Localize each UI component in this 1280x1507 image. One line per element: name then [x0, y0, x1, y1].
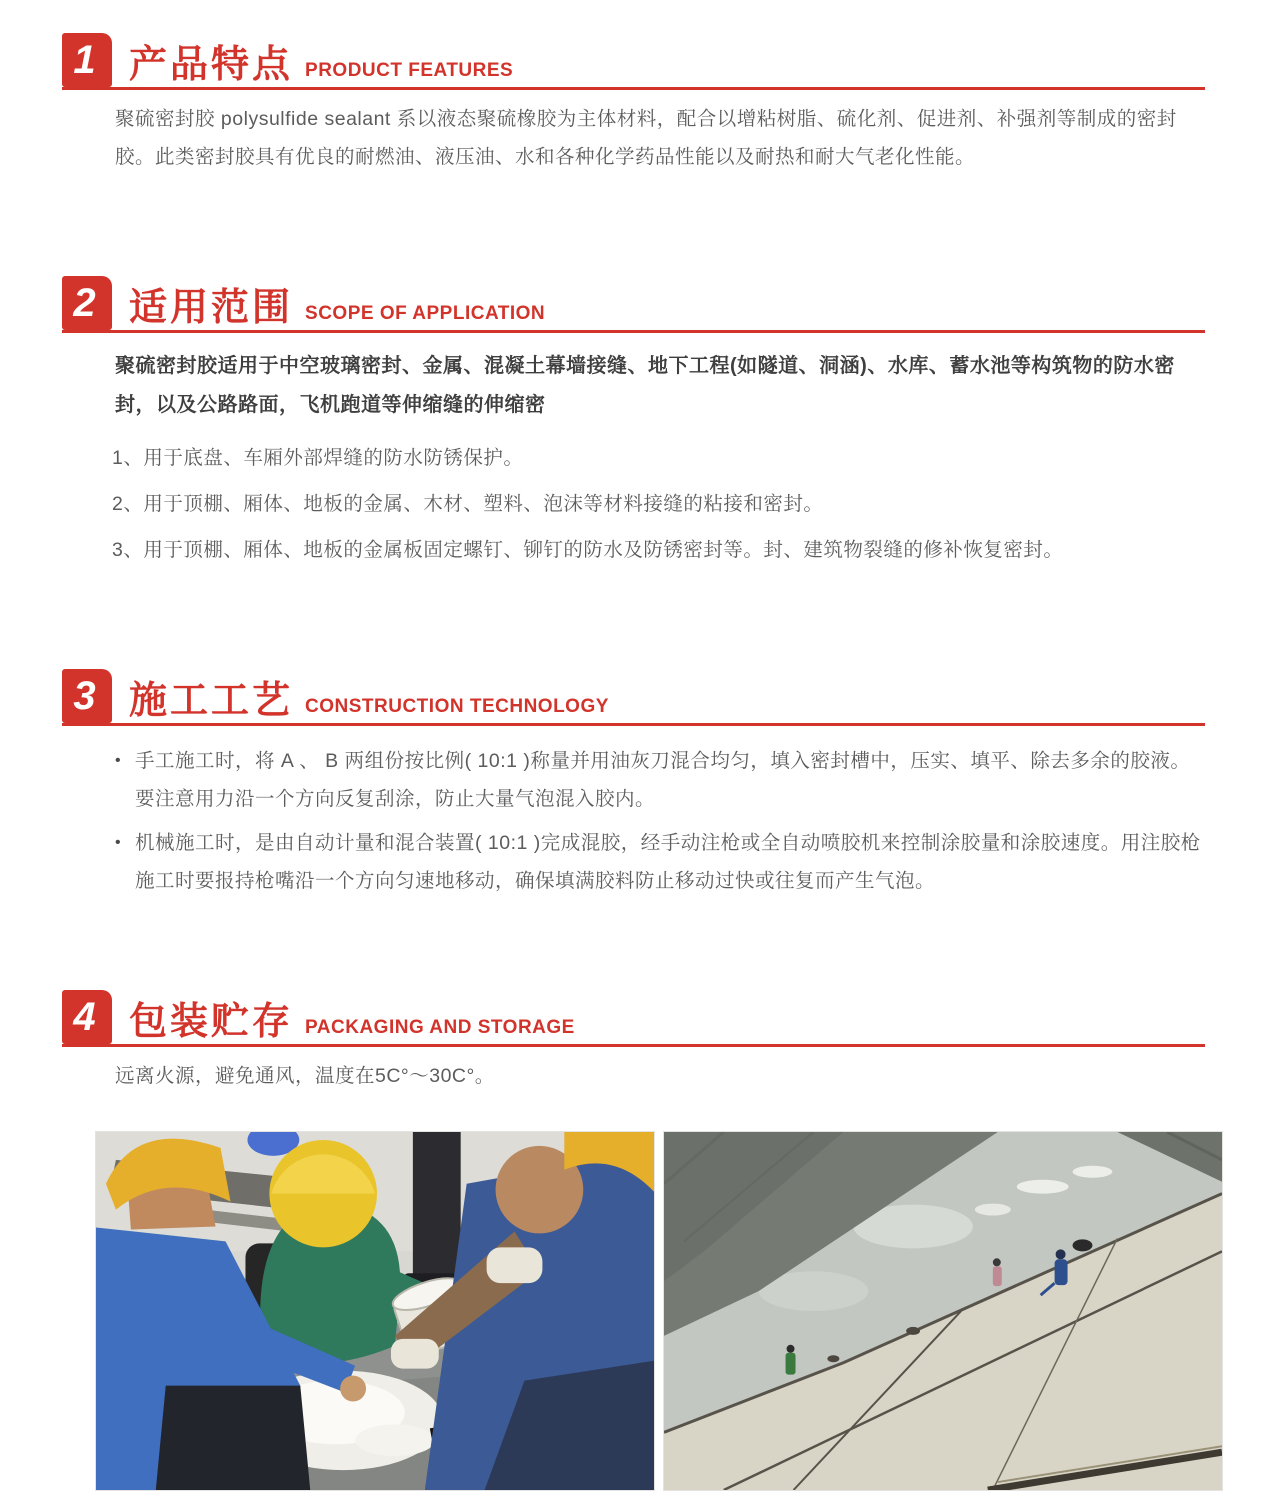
section-3-title-cn: 施工工艺: [129, 680, 294, 722]
concrete-slope-illustration: [664, 1132, 1222, 1490]
section-4-number-badge: 4: [62, 990, 112, 1044]
bullet-dot-icon: •: [115, 752, 122, 769]
workers-applying-sealant-illustration: [96, 1132, 654, 1490]
section-2-number-badge: 2: [62, 276, 112, 330]
section-3-bullet-list: [115, 742, 1205, 900]
section-product-features: [62, 0, 1205, 176]
bullet-item: [115, 742, 1205, 818]
workers-applying-sealant-photo: [95, 1131, 655, 1491]
section-2-lead-paragraph: 聚硫密封胶适用于中空玻璃密封、金属、混凝土幕墙接缝、地下工程(如隧道、洞涵)、水库、蓄水池等构筑物的防水密封，以及公路路面，飞机跑道等伸缩缝的伸缩密: [115, 355, 1175, 416]
section-1-number-badge: 1: [62, 33, 112, 87]
section-1-header: [62, 33, 1205, 90]
concrete-slope-worksite-photo: [663, 1131, 1223, 1491]
photo-row: [95, 1131, 1222, 1491]
bullet-item: [115, 824, 1205, 900]
section-1-title-en: PRODUCT FEATURES: [305, 60, 514, 81]
worker-figure-green: [786, 1345, 796, 1375]
section-1-title-cn: 产品特点: [129, 44, 294, 86]
worker-figure-pink: [993, 1258, 1002, 1286]
section-2-title-cn: 适用范围: [129, 287, 294, 329]
section-4-header: [62, 990, 1205, 1047]
section-4-title-cn: 包装贮存: [129, 1001, 294, 1043]
section-packaging-and-storage: [62, 990, 1205, 1095]
bullet-dot-icon: •: [115, 834, 122, 851]
section-4-paragraph: 远离火源，避免通风，温度在5C°～30C°。: [115, 1065, 495, 1087]
section-1-paragraph: 聚硫密封胶 polysulfide sealant 系以液态聚硫橡胶为主体材料，配合以增粘树脂、硫化剂、促进剂、补强剂等制成的密封胶。此类密封胶具有优良的耐燃油、液压油、水和各种化学药品性能以及耐热和耐大气老化性能。: [115, 108, 1177, 168]
section-3-title-en: CONSTRUCTION TECHNOLOGY: [305, 696, 609, 717]
section-2-title-en: SCOPE OF APPLICATION: [305, 303, 546, 324]
list-item: 2、用于顶棚、厢体、地板的金属、木材、塑料、泡沫等材料接缝的粘接和密封。: [112, 493, 824, 515]
section-construction-technology: [62, 669, 1205, 900]
section-4-title-en: PACKAGING AND STORAGE: [305, 1017, 575, 1038]
section-scope-of-application: [62, 276, 1205, 569]
list-item: 1、用于底盘、车厢外部焊缝的防水防锈保护。: [112, 447, 524, 469]
section-3-number-badge: 3: [62, 669, 112, 723]
section-3-header: [62, 669, 1205, 726]
bullet-text: 机械施工时，是由自动计量和混合装置( 10:1 )完成混胶，经手动注枪或全自动喷胶机来控制涂胶量和涂胶速度。用注胶枪施工时要报持枪嘴沿一个方向匀速地移动，确保填满胶料防止移动过快或往复而产生气泡。: [135, 832, 1201, 892]
section-2-numbered-list: [112, 439, 1205, 569]
section-2-header: [62, 276, 1205, 333]
list-item: 3、用于顶棚、厢体、地板的金属板固定螺钉、铆钉的防水及防锈密封等。封、建筑物裂缝的修补恢复密封。: [112, 539, 1064, 561]
bullet-text: 手工施工时，将 A 、 B 两组份按比例( 10:1 )称量并用油灰刀混合均匀，填入密封槽中，压实、填平、除去多余的胶液。要注意用力沿一个方向反复刮涂，防止大量气泡混入胶内。: [135, 750, 1191, 810]
